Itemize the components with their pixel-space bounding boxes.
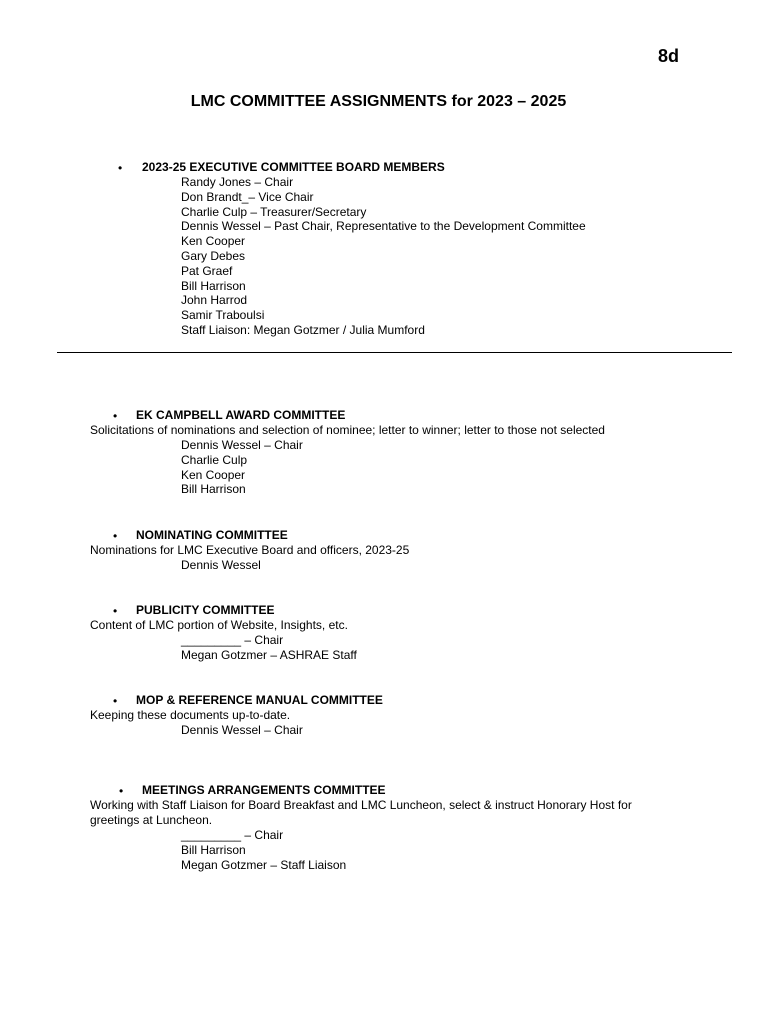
member-list <box>181 828 346 872</box>
section-description: Nominations for LMC Executive Board and officers, 2023-25 <box>90 543 410 557</box>
member-item: Ken Cooper <box>181 234 246 249</box>
section-description <box>90 798 632 828</box>
description-line: Working with Staff Liaison for Board Breakfast and LMC Luncheon, select & instruct Honorary Host for <box>90 798 632 812</box>
horizontal-divider <box>57 352 732 353</box>
member-item: Dennis Wessel <box>181 558 261 572</box>
member-item: Bill Harrison <box>181 842 246 857</box>
member-item: Samir Traboulsi <box>181 308 265 323</box>
member-item: Gary Debes <box>181 248 246 263</box>
bullet-icon: • <box>113 409 118 423</box>
description-line: greetings at Luncheon. <box>90 812 213 827</box>
member-item: Staff Liaison: Megan Gotzmer / Julia Mumford <box>181 322 425 337</box>
member-list <box>181 175 586 338</box>
member-item: Charlie Culp <box>181 452 248 467</box>
bullet-icon: • <box>119 784 124 798</box>
member-list <box>181 723 303 738</box>
member-item: John Harrod <box>181 293 248 308</box>
member-list <box>181 633 357 663</box>
member-item: Bill Harrison <box>181 278 246 293</box>
member-item: _________ – Chair <box>181 828 284 842</box>
member-item: Ken Cooper <box>181 467 246 482</box>
section-description: Solicitations of nominations and selection of nominee; letter to winner; letter to those not selected <box>90 423 605 437</box>
bullet-icon: • <box>113 529 118 543</box>
bullet-icon: • <box>113 604 118 618</box>
member-item: _________ – Chair <box>181 633 284 647</box>
section-description: Keeping these documents up-to-date. <box>90 708 291 722</box>
member-list <box>181 558 261 573</box>
member-item: Bill Harrison <box>181 482 246 497</box>
section-heading: MEETINGS ARRANGEMENTS COMMITTEE <box>142 783 386 797</box>
bullet-icon: • <box>118 161 123 175</box>
member-item: Charlie Culp – Treasurer/Secretary <box>181 204 367 219</box>
member-item: Don Brandt_– Vice Chair <box>181 189 314 204</box>
section-heading: EK CAMPBELL AWARD COMMITTEE <box>136 408 346 422</box>
member-item: Dennis Wessel – Chair <box>181 438 303 452</box>
page-number: 8d <box>658 46 680 66</box>
section-heading: 2023-25 EXECUTIVE COMMITTEE BOARD MEMBERS <box>142 160 445 174</box>
member-item: Randy Jones – Chair <box>181 175 294 189</box>
member-item: Megan Gotzmer – Staff Liaison <box>181 857 347 872</box>
section-description: Content of LMC portion of Website, Insights, etc. <box>90 618 348 632</box>
section-heading: NOMINATING COMMITTEE <box>136 528 288 542</box>
section-heading: MOP & REFERENCE MANUAL COMMITTEE <box>136 693 383 707</box>
member-item: Pat Graef <box>181 263 233 278</box>
document-title: LMC COMMITTEE ASSIGNMENTS for 2023 – 2025 <box>190 93 567 110</box>
member-item: Dennis Wessel – Chair <box>181 723 303 737</box>
member-list <box>181 438 303 497</box>
member-item: Dennis Wessel – Past Chair, Representative to the Development Committee <box>181 219 586 234</box>
bullet-icon: • <box>113 694 118 708</box>
member-item: Megan Gotzmer – ASHRAE Staff <box>181 647 357 662</box>
section-heading: PUBLICITY COMMITTEE <box>136 603 275 617</box>
